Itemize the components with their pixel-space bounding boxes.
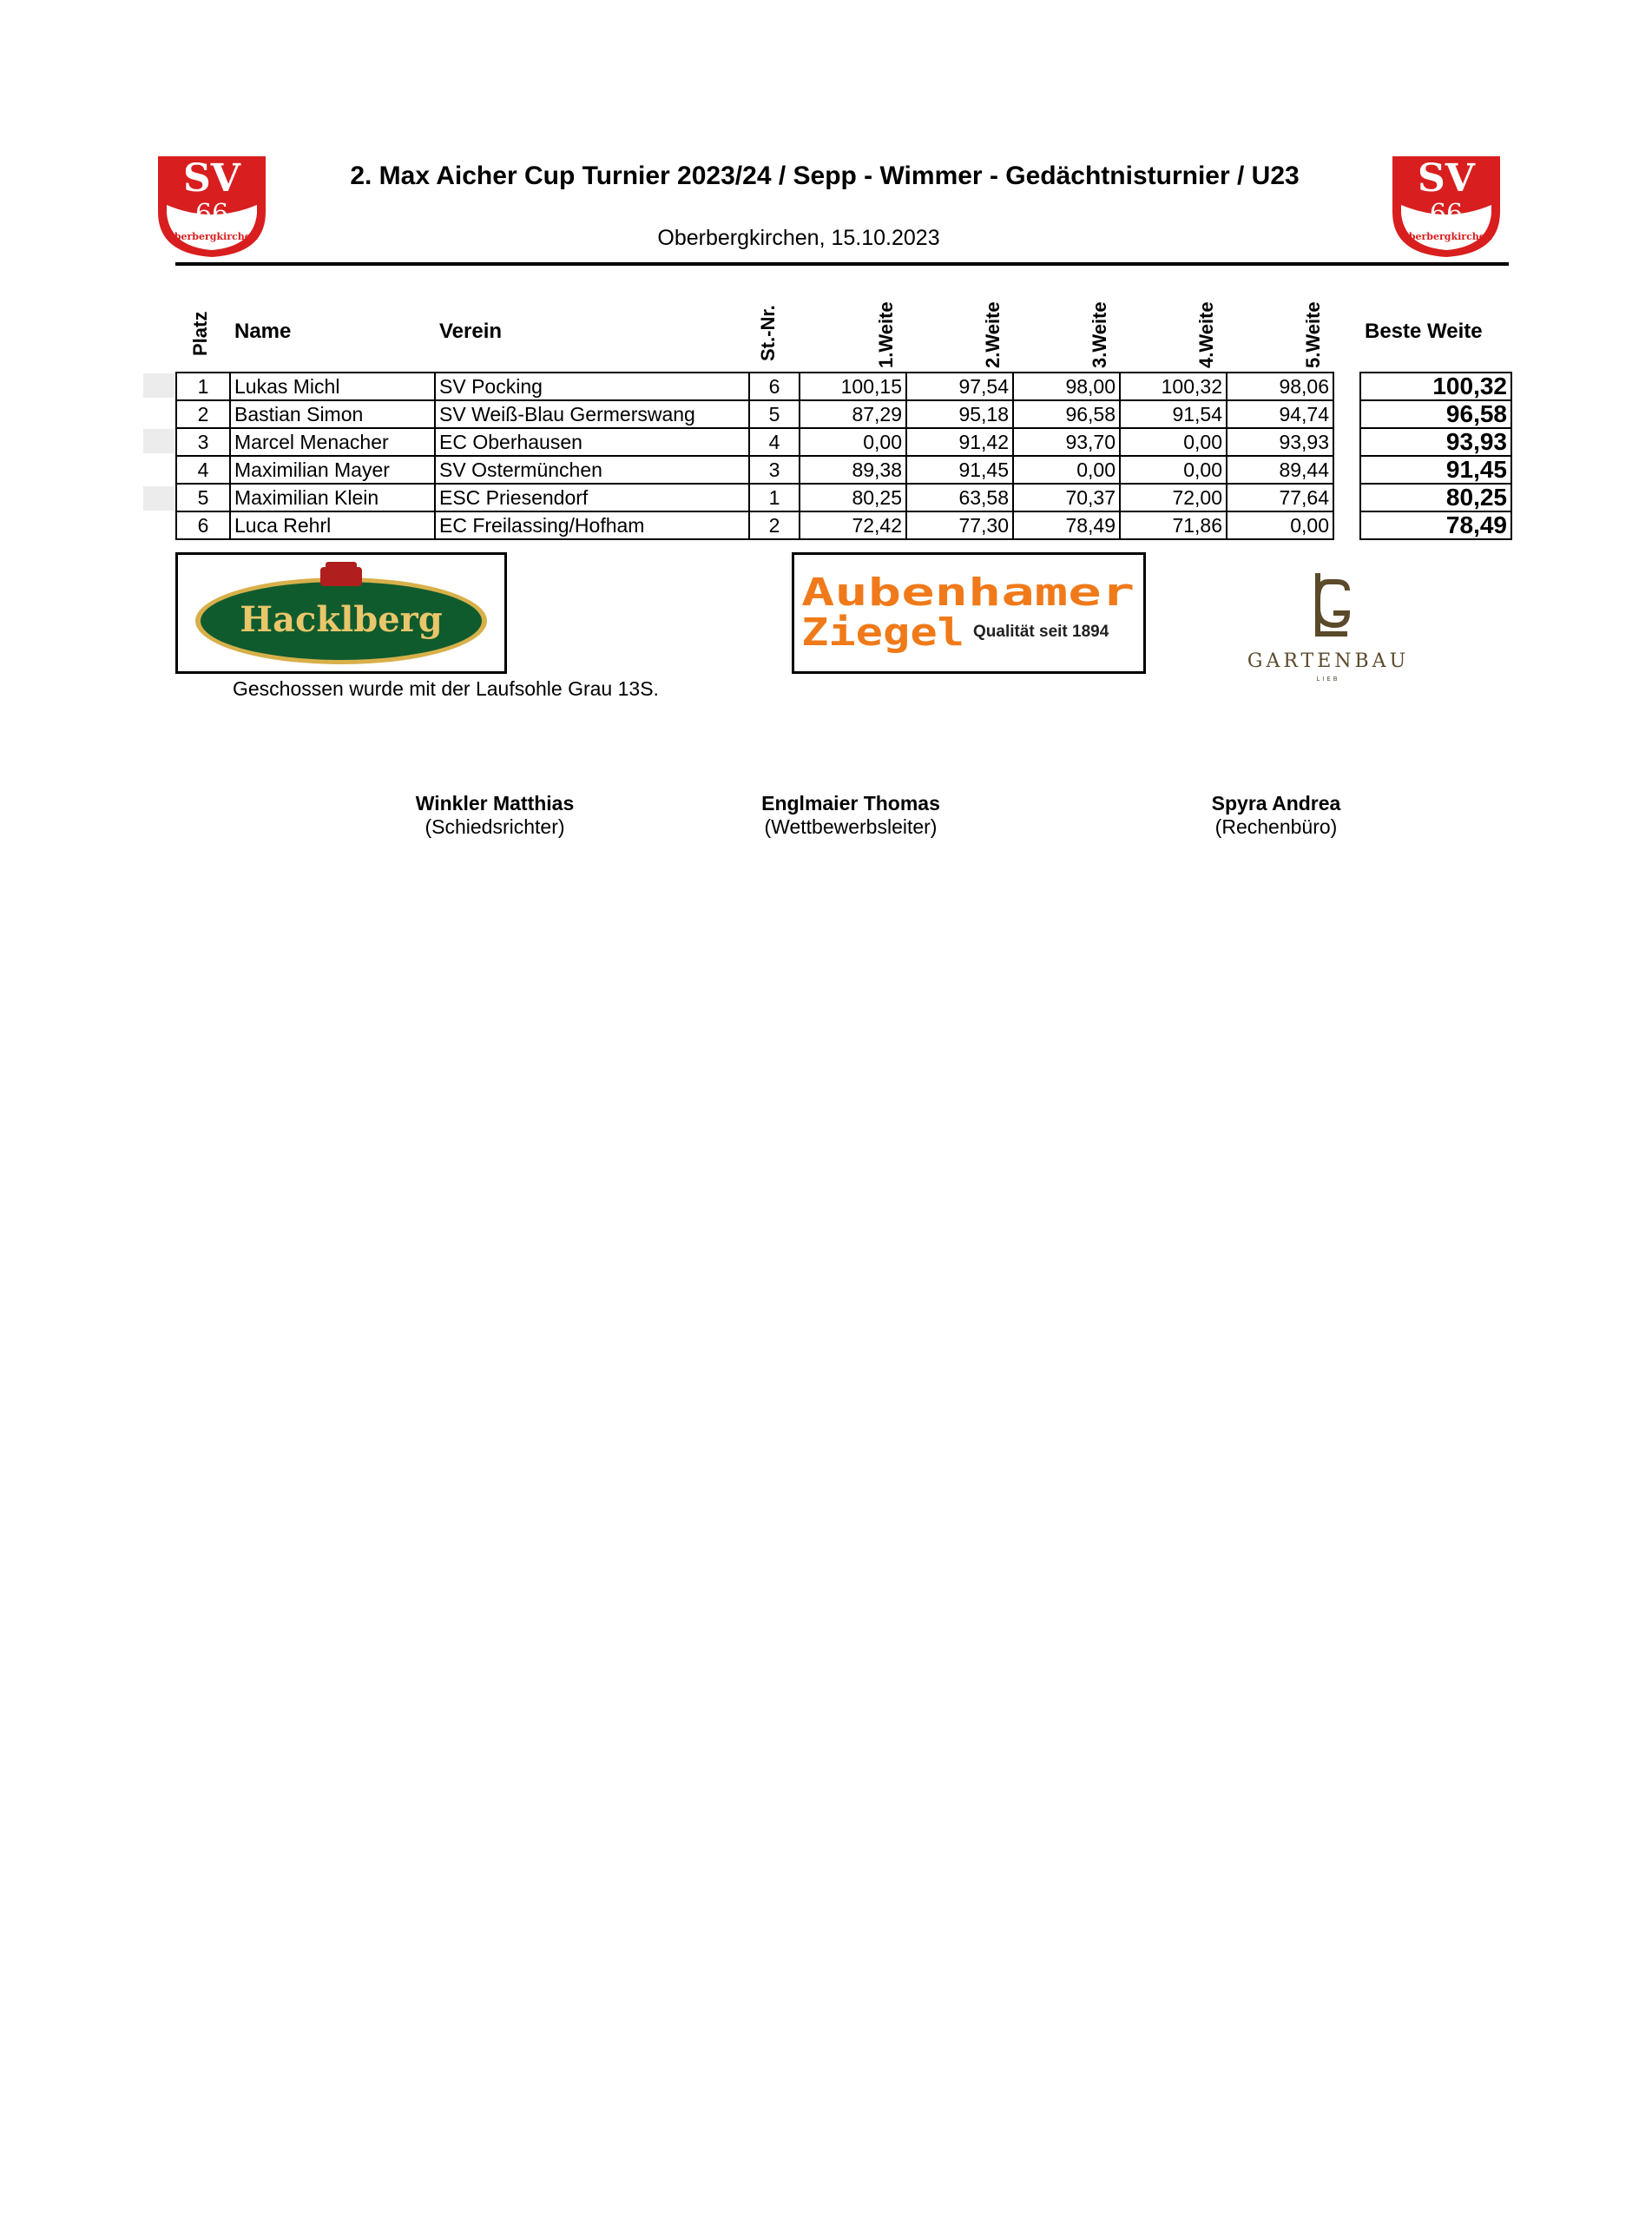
- cell-platz: 3: [176, 428, 230, 456]
- col-header-w2: 2.Weite: [982, 301, 1004, 368]
- aubenhamer-logo-icon: [794, 555, 1143, 671]
- row-stripe: [143, 373, 174, 398]
- cell-w5: 77,64: [1227, 484, 1333, 511]
- cell-best: 96,58: [1360, 400, 1511, 428]
- svg-text:66: 66: [1429, 199, 1464, 229]
- col-header-verein: Verein: [439, 320, 503, 343]
- svg-text:Qualität seit 1894: Qualität seit 1894: [973, 623, 1109, 641]
- signature-role: (Schiedsrichter): [425, 815, 565, 838]
- cell-platz: 2: [176, 400, 230, 428]
- cell-platz: 1: [176, 373, 230, 400]
- cell-w2: 95,18: [906, 400, 1013, 428]
- cell-stnr: 5: [749, 400, 800, 428]
- sv66-logo-right: [1389, 153, 1504, 261]
- col-header-best: Beste Weite: [1365, 320, 1483, 343]
- sv66-shield-icon: [155, 153, 269, 261]
- page-subtitle: Oberbergkirchen, 15.10.2023: [657, 226, 940, 250]
- cell-best: 100,32: [1360, 373, 1511, 400]
- cell-w5: 94,74: [1227, 400, 1333, 428]
- results-table: [175, 372, 1334, 540]
- cell-platz: 6: [176, 511, 230, 539]
- cell-w1: 80,25: [800, 484, 906, 511]
- cell-w3: 78,49: [1013, 511, 1120, 539]
- col-header-name: Name: [234, 320, 292, 343]
- cell-w1: 87,29: [800, 400, 906, 428]
- cell-platz: 4: [176, 456, 230, 484]
- sv66-logo-left: [155, 153, 269, 261]
- cell-w3: 70,37: [1013, 484, 1120, 511]
- best-row: [1360, 511, 1511, 539]
- cell-w5: 93,93: [1227, 428, 1333, 456]
- cell-w3: 96,58: [1013, 400, 1120, 428]
- svg-text:Hacklberg: Hacklberg: [240, 599, 443, 640]
- svg-text:SV: SV: [1418, 156, 1475, 201]
- gartenbau-logo-icon: [1241, 564, 1415, 686]
- svg-text:SV: SV: [183, 156, 240, 201]
- page-title: 2. Max Aicher Cup Turnier 2023/24 / Sepp - Wimmer - Gedächtnisturnier / U23: [350, 162, 1300, 190]
- sponsor-hacklberg: [175, 552, 507, 674]
- hacklberg-logo-icon: [178, 555, 504, 671]
- cell-w1: 72,42: [800, 511, 906, 539]
- best-row: [1360, 400, 1511, 428]
- signature-role: (Rechenbüro): [1214, 815, 1338, 838]
- table-row: [176, 484, 1333, 511]
- cell-w4: 0,00: [1120, 456, 1227, 484]
- cell-stnr: 1: [749, 484, 800, 511]
- col-header-w5: 5.Weite: [1302, 301, 1324, 368]
- cell-w5: 98,06: [1227, 373, 1333, 400]
- cell-stnr: 2: [749, 511, 800, 539]
- cell-name: Bastian Simon: [230, 400, 435, 428]
- cell-name: Maximilian Klein: [230, 484, 435, 511]
- sv66-shield-icon: [1389, 153, 1504, 261]
- cell-w1: 0,00: [800, 428, 906, 456]
- cell-best: 78,49: [1360, 511, 1511, 539]
- cell-stnr: 4: [749, 428, 800, 456]
- row-stripe: [143, 429, 174, 453]
- table-row: [176, 428, 1333, 456]
- signature-competition-lead: [721, 792, 981, 839]
- cell-verein: ESC Priesendorf: [435, 484, 749, 511]
- cell-w4: 71,86: [1120, 511, 1227, 539]
- sponsor-gartenbau: [1241, 564, 1415, 686]
- best-row: [1360, 456, 1511, 484]
- cell-verein: SV Ostermünchen: [435, 456, 749, 484]
- cell-w1: 89,38: [800, 456, 906, 484]
- svg-text:Oberbergkirchen: Oberbergkirchen: [166, 231, 258, 242]
- svg-text:GARTENBAU: GARTENBAU: [1247, 650, 1410, 672]
- svg-text:Aubenhamer: Aubenhamer: [801, 571, 1135, 615]
- col-header-w4: 4.Weite: [1195, 301, 1217, 368]
- table-row: [176, 511, 1333, 539]
- cell-w2: 77,30: [906, 511, 1013, 539]
- cell-w2: 63,58: [906, 484, 1013, 511]
- cell-w4: 91,54: [1120, 400, 1227, 428]
- svg-text:66: 66: [194, 199, 229, 229]
- col-header-stnr: St.-Nr.: [757, 305, 779, 361]
- svg-text:LIEB: LIEB: [1316, 676, 1340, 683]
- cell-verein: SV Pocking: [435, 373, 749, 400]
- col-header-w3: 3.Weite: [1089, 301, 1110, 368]
- cell-verein: EC Oberhausen: [435, 428, 749, 456]
- table-row: [176, 456, 1333, 484]
- signature-name: Englmaier Thomas: [761, 792, 940, 815]
- cell-best: 93,93: [1360, 428, 1511, 456]
- cell-w3: 93,70: [1013, 428, 1120, 456]
- cell-stnr: 3: [749, 456, 800, 484]
- best-distance-table: [1359, 372, 1512, 540]
- cell-w5: 89,44: [1227, 456, 1333, 484]
- signature-name: Winkler Matthias: [415, 792, 575, 815]
- row-stripe: [143, 486, 174, 511]
- cell-platz: 5: [176, 484, 230, 511]
- signature-office: [1146, 792, 1406, 839]
- cell-w4: 0,00: [1120, 428, 1227, 456]
- sponsor-aubenhamer: [792, 552, 1146, 674]
- best-row: [1360, 373, 1511, 400]
- signature-referee: [365, 792, 625, 839]
- cell-w3: 98,00: [1013, 373, 1120, 400]
- cell-stnr: 6: [749, 373, 800, 400]
- best-row: [1360, 428, 1511, 456]
- cell-name: Luca Rehrl: [230, 511, 435, 539]
- svg-text:Ziegel: Ziegel: [801, 610, 964, 655]
- cell-best: 91,45: [1360, 456, 1511, 484]
- cell-w1: 100,15: [800, 373, 906, 400]
- cell-best: 80,25: [1360, 484, 1511, 511]
- cell-w4: 100,32: [1120, 373, 1227, 400]
- cell-name: Lukas Michl: [230, 373, 435, 400]
- col-header-w1: 1.Weite: [875, 301, 897, 368]
- cell-w2: 91,42: [906, 428, 1013, 456]
- cell-verein: SV Weiß-Blau Germerswang: [435, 400, 749, 428]
- col-header-platz: Platz: [189, 311, 211, 356]
- cell-w5: 0,00: [1227, 511, 1333, 539]
- cell-name: Marcel Menacher: [230, 428, 435, 456]
- svg-text:Oberbergkirchen: Oberbergkirchen: [1400, 231, 1492, 242]
- cell-name: Maximilian Mayer: [230, 456, 435, 484]
- cell-verein: EC Freilassing/Hofham: [435, 511, 749, 539]
- table-row: [176, 373, 1333, 400]
- best-row: [1360, 484, 1511, 511]
- header-divider: [175, 262, 1509, 266]
- table-row: [176, 400, 1333, 428]
- cell-w3: 0,00: [1013, 456, 1120, 484]
- signature-role: (Wettbewerbsleiter): [764, 815, 938, 838]
- cell-w4: 72,00: [1120, 484, 1227, 511]
- footnote-shoe: Geschossen wurde mit der Laufsohle Grau 13S.: [233, 677, 659, 700]
- signature-name: Spyra Andrea: [1211, 792, 1341, 815]
- cell-w2: 97,54: [906, 373, 1013, 400]
- cell-w2: 91,45: [906, 456, 1013, 484]
